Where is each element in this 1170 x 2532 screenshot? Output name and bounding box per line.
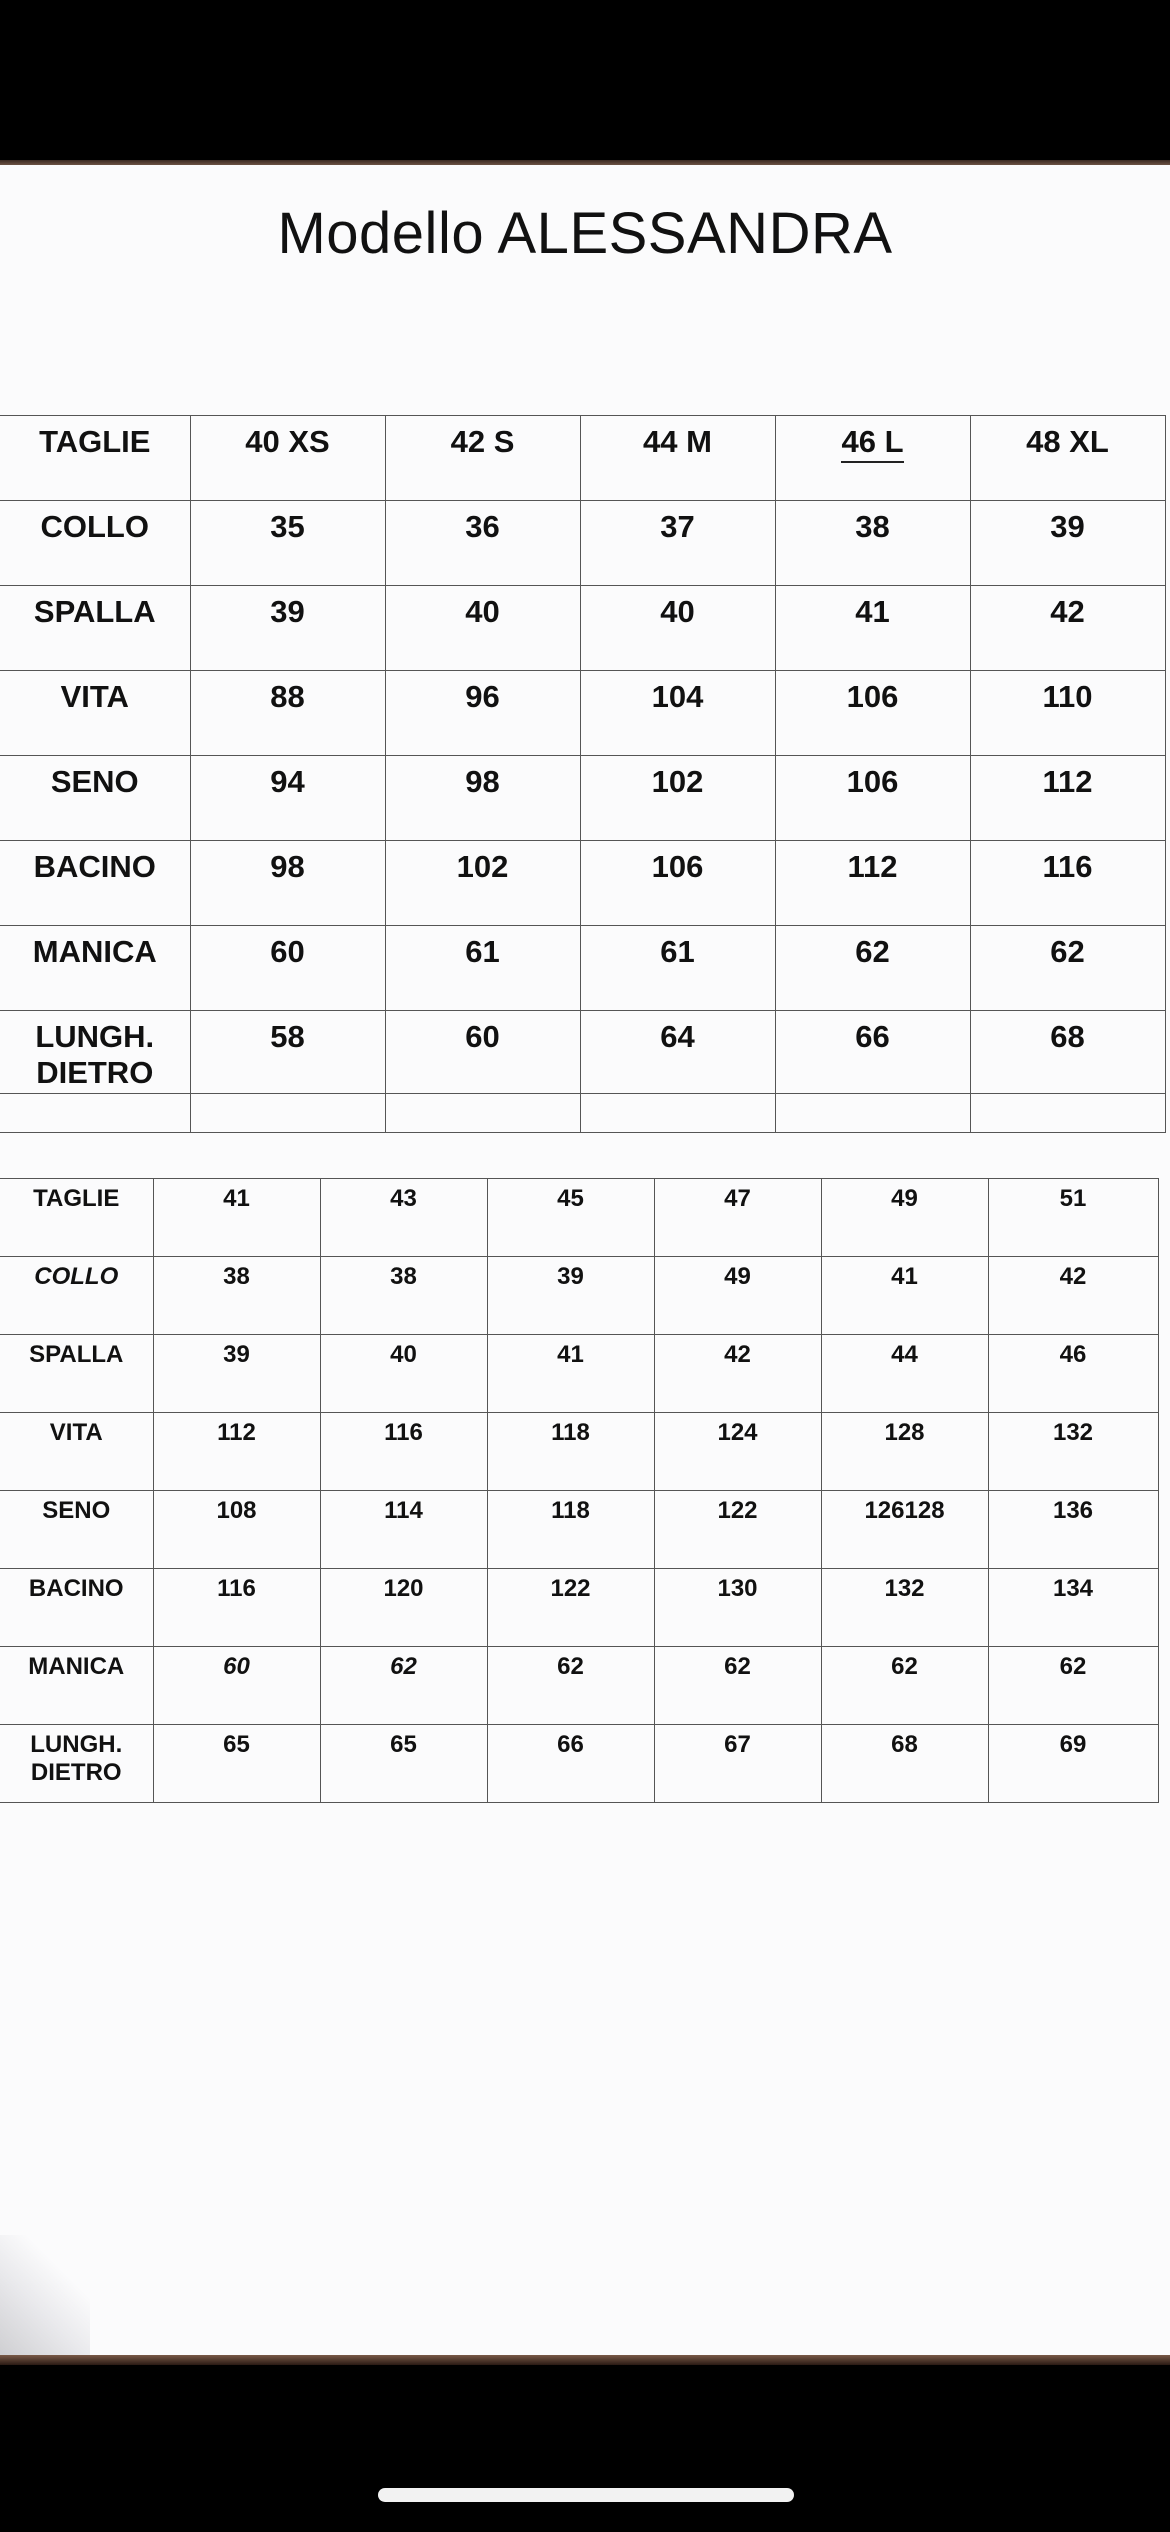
table-header-row: [0, 1179, 1158, 1257]
table-cell: 42: [654, 1335, 821, 1413]
table-cell: 66: [775, 1011, 970, 1094]
table-cell: 102: [385, 841, 580, 926]
empty-cell: [0, 1094, 190, 1133]
table-row: [0, 926, 1165, 1011]
table-cell: 62: [775, 926, 970, 1011]
row-label: COLLO: [0, 1257, 153, 1335]
table-cell: 112: [970, 756, 1165, 841]
row-label: MANICA: [0, 926, 190, 1011]
header-cell-underlined: 46 L: [841, 424, 903, 463]
table-row: [0, 1413, 1158, 1491]
table-cell: 68: [821, 1725, 988, 1803]
table-cell: 35: [190, 501, 385, 586]
table-cell: 120: [320, 1569, 487, 1647]
table-cell: 130: [654, 1569, 821, 1647]
table-cell: 60: [385, 1011, 580, 1094]
table-row: [0, 1335, 1158, 1413]
row-label: LUNGH. DIETRO: [0, 1011, 190, 1094]
table-cell: 62: [320, 1647, 487, 1725]
table-row: [0, 1569, 1158, 1647]
empty-cell: [775, 1094, 970, 1133]
empty-cell: [970, 1094, 1165, 1133]
header-cell: 48 XL: [970, 416, 1165, 501]
empty-cell: [580, 1094, 775, 1133]
header-cell: 51: [988, 1179, 1158, 1257]
table-cell: 94: [190, 756, 385, 841]
table-cell: 38: [775, 501, 970, 586]
table-cell: 40: [385, 586, 580, 671]
header-cell: TAGLIE: [0, 1179, 153, 1257]
table-cell: 136: [988, 1491, 1158, 1569]
table-cell: 106: [775, 756, 970, 841]
table-cell: 62: [988, 1647, 1158, 1725]
table-row: [0, 1011, 1165, 1094]
table-cell: 67: [654, 1725, 821, 1803]
table-cell: 112: [153, 1413, 320, 1491]
table-cell: 62: [654, 1647, 821, 1725]
table-cell: 65: [320, 1725, 487, 1803]
table-cell: 122: [654, 1491, 821, 1569]
table-cell: 69: [988, 1725, 1158, 1803]
row-label: LUNGH. DIETRO: [0, 1725, 153, 1803]
table-cell: 122: [487, 1569, 654, 1647]
table-cell: 118: [487, 1491, 654, 1569]
row-label: SENO: [0, 1491, 153, 1569]
table-row: [0, 1725, 1158, 1803]
table-cell: 49: [654, 1257, 821, 1335]
row-label: VITA: [0, 671, 190, 756]
table-cell: 64: [580, 1011, 775, 1094]
row-label: SPALLA: [0, 1335, 153, 1413]
table-cell: 116: [153, 1569, 320, 1647]
table-cell: 39: [190, 586, 385, 671]
row-label: MANICA: [0, 1647, 153, 1725]
size-table-1: [0, 415, 1166, 1133]
row-label: VITA: [0, 1413, 153, 1491]
table-cell: 116: [320, 1413, 487, 1491]
table-row: [0, 1491, 1158, 1569]
table-row: [0, 841, 1165, 926]
header-cell: 43: [320, 1179, 487, 1257]
table-cell: 108: [153, 1491, 320, 1569]
table-cell: 60: [153, 1647, 320, 1725]
table-cell: 62: [970, 926, 1165, 1011]
table-cell: 39: [487, 1257, 654, 1335]
table-cell: 132: [988, 1413, 1158, 1491]
header-cell: 45: [487, 1179, 654, 1257]
table-cell: 62: [487, 1647, 654, 1725]
table-cell: 102: [580, 756, 775, 841]
table-cell: 62: [821, 1647, 988, 1725]
header-cell: 44 M: [580, 416, 775, 501]
home-indicator[interactable]: [378, 2488, 794, 2502]
header-cell: 40 XS: [190, 416, 385, 501]
row-label: SENO: [0, 756, 190, 841]
paper-bottom-edge: [0, 2355, 1170, 2365]
table-row: [0, 1257, 1158, 1335]
table-cell: 42: [988, 1257, 1158, 1335]
table-row: [0, 756, 1165, 841]
table-cell: 40: [580, 586, 775, 671]
table-cell: 132: [821, 1569, 988, 1647]
table-cell: 118: [487, 1413, 654, 1491]
table-cell: 134: [988, 1569, 1158, 1647]
table-cell: 128: [821, 1413, 988, 1491]
table-cell: 38: [320, 1257, 487, 1335]
table-cell: 44: [821, 1335, 988, 1413]
table-cell: 46: [988, 1335, 1158, 1413]
table-cell: 39: [970, 501, 1165, 586]
table-cell: 36: [385, 501, 580, 586]
table-cell: 60: [190, 926, 385, 1011]
table-cell: 38: [153, 1257, 320, 1335]
empty-cell: [190, 1094, 385, 1133]
size-table-2: [0, 1178, 1159, 1803]
row-label: COLLO: [0, 501, 190, 586]
table-cell: 61: [580, 926, 775, 1011]
table-cell: 112: [775, 841, 970, 926]
table-cell: 126128: [821, 1491, 988, 1569]
row-label: BACINO: [0, 841, 190, 926]
table-row: [0, 586, 1165, 671]
table-cell: 124: [654, 1413, 821, 1491]
table-cell: 114: [320, 1491, 487, 1569]
table-header-row: [0, 416, 1165, 501]
table-cell: 116: [970, 841, 1165, 926]
table-cell: 106: [580, 841, 775, 926]
empty-cell: [385, 1094, 580, 1133]
table-cell: 37: [580, 501, 775, 586]
table-cell: 40: [320, 1335, 487, 1413]
table-cell: 106: [775, 671, 970, 756]
table-cell: 42: [970, 586, 1165, 671]
page-corner-shadow: [0, 2235, 90, 2355]
row-label: BACINO: [0, 1569, 153, 1647]
table-cell: 65: [153, 1725, 320, 1803]
document-title: Modello ALESSANDRA: [277, 201, 893, 266]
header-cell: 49: [821, 1179, 988, 1257]
table-row: [0, 1647, 1158, 1725]
header-cell: 47: [654, 1179, 821, 1257]
table-cell: 98: [385, 756, 580, 841]
header-cell: 41: [153, 1179, 320, 1257]
header-cell: [775, 416, 970, 501]
row-label: SPALLA: [0, 586, 190, 671]
table-cell: 104: [580, 671, 775, 756]
table-cell: 96: [385, 671, 580, 756]
header-cell: TAGLIE: [0, 416, 190, 501]
table-row: [0, 671, 1165, 756]
table-cell: 110: [970, 671, 1165, 756]
table-cell: 58: [190, 1011, 385, 1094]
table-cell: 41: [775, 586, 970, 671]
table-cell: 88: [190, 671, 385, 756]
table-cell: 68: [970, 1011, 1165, 1094]
table-cell: 66: [487, 1725, 654, 1803]
table-empty-row: [0, 1094, 1165, 1133]
table-row: [0, 501, 1165, 586]
table-cell: 41: [487, 1335, 654, 1413]
table-cell: 61: [385, 926, 580, 1011]
table-cell: 98: [190, 841, 385, 926]
table-cell: 39: [153, 1335, 320, 1413]
table-cell: 41: [821, 1257, 988, 1335]
header-cell: 42 S: [385, 416, 580, 501]
